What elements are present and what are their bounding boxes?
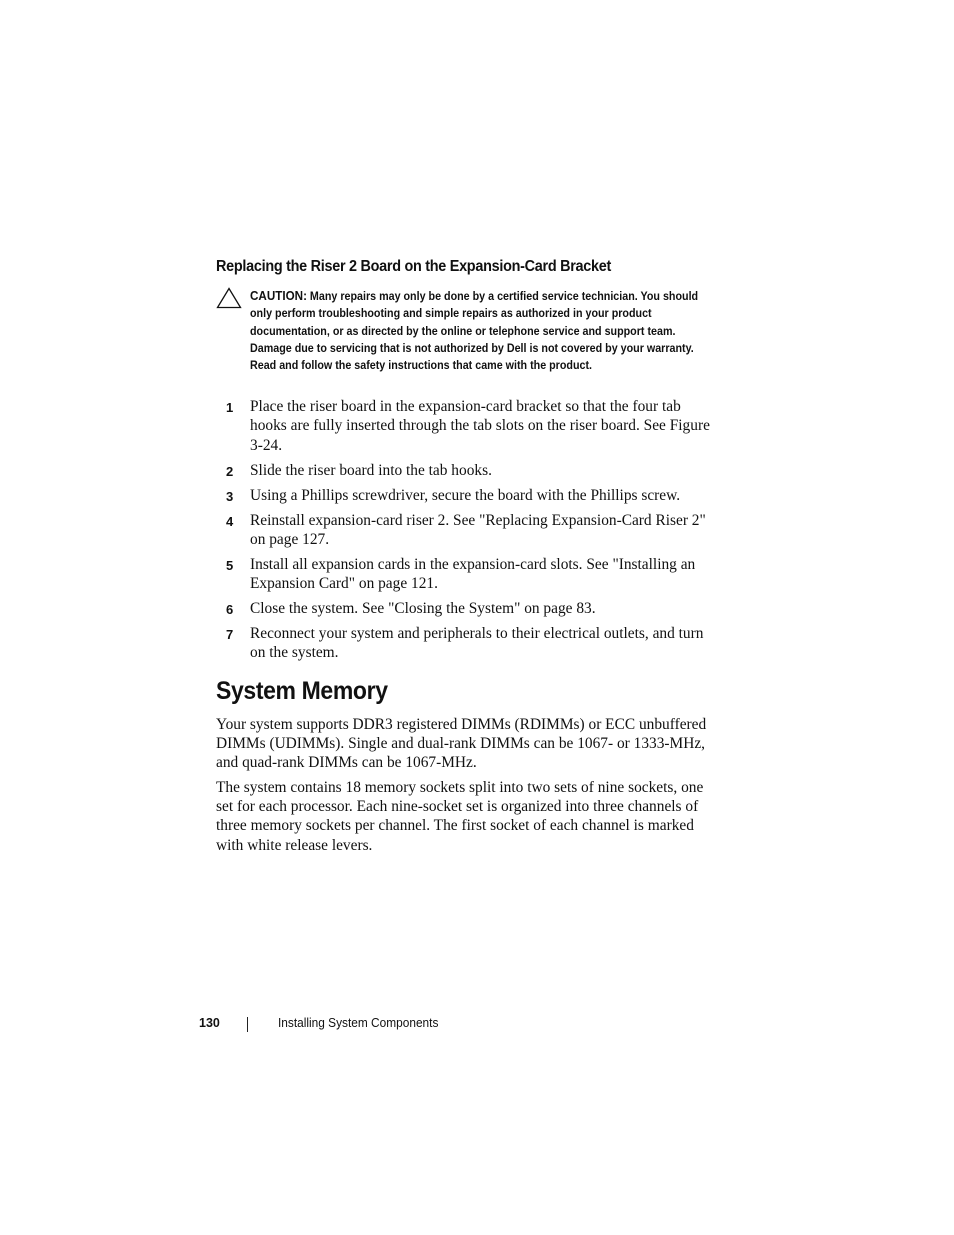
body-paragraph: The system contains 18 memory sockets split into two sets of nine sockets, one set for each processor. Each nine-socket set is organized into three channels of three memory sockets per channel. The first socket of each channel is marked with white release levers.: [216, 779, 704, 854]
section-heading: Replacing the Riser 2 Board on the Expansion-Card Bracket: [216, 258, 612, 275]
page-number: 130: [199, 1016, 220, 1030]
step-text: Using a Phillips screwdriver, secure the board with the Phillips screw.: [250, 486, 681, 504]
step-number: 2: [226, 463, 234, 479]
step-number: 3: [226, 488, 234, 504]
footer-chapter-title: Installing System Components: [278, 1016, 439, 1030]
step-text: Slide the riser board into the tab hooks.: [250, 461, 492, 479]
step-text: Install all expansion cards in the expansion-card slots. See "Installing an Expansion Card" on page 121.: [250, 555, 696, 593]
body-paragraph: Your system supports DDR3 registered DIMMs (RDIMMs) or ECC unbuffered DIMMs (UDIMMs). Single and dual-rank DIMMs can be 1067- or 1333-MHz, and quad-rank DIMMs can be 1067-MHz.: [216, 716, 707, 772]
step-item: [216, 624, 716, 663]
step-text: Close the system. See "Closing the System" on page 83.: [250, 600, 596, 618]
step-number: 1: [226, 400, 234, 415]
step-item: [216, 397, 716, 455]
step-item: [216, 486, 716, 505]
caution-body: Many repairs may only be done by a certified service technician. You should only perform troubleshooting and simple repairs as authorized in your product documentation, or as directed by the online or telephone service and support team. Damage due to servicing that is not authorized by Dell is not covered by your warranty. Read and follow the safety instructions that came with the product.: [250, 290, 699, 373]
caution-triangle-icon: [216, 287, 242, 309]
step-item: [216, 599, 716, 618]
step-number: 5: [226, 557, 234, 573]
step-number: 6: [226, 602, 234, 618]
step-item: [216, 511, 716, 550]
step-item: [216, 461, 716, 480]
step-text: Place the riser board in the expansion-card bracket so that the four tab hooks are fully inserted through the tab slots on the riser board. See Figure 3-24.: [250, 398, 710, 454]
caution-label: CAUTION:: [250, 289, 307, 303]
footer-divider: [247, 1017, 248, 1032]
step-item: [216, 555, 716, 594]
step-number: 4: [226, 513, 234, 529]
step-text: Reconnect your system and peripherals to their electrical outlets, and turn on the system.: [250, 625, 704, 662]
steps-list: [216, 397, 716, 668]
caution-text: [250, 288, 713, 374]
system-memory-heading: System Memory: [216, 677, 388, 705]
step-number: 7: [226, 627, 234, 643]
step-text: Reinstall expansion-card riser 2. See "Replacing Expansion-Card Riser 2" on page 127.: [250, 511, 706, 548]
